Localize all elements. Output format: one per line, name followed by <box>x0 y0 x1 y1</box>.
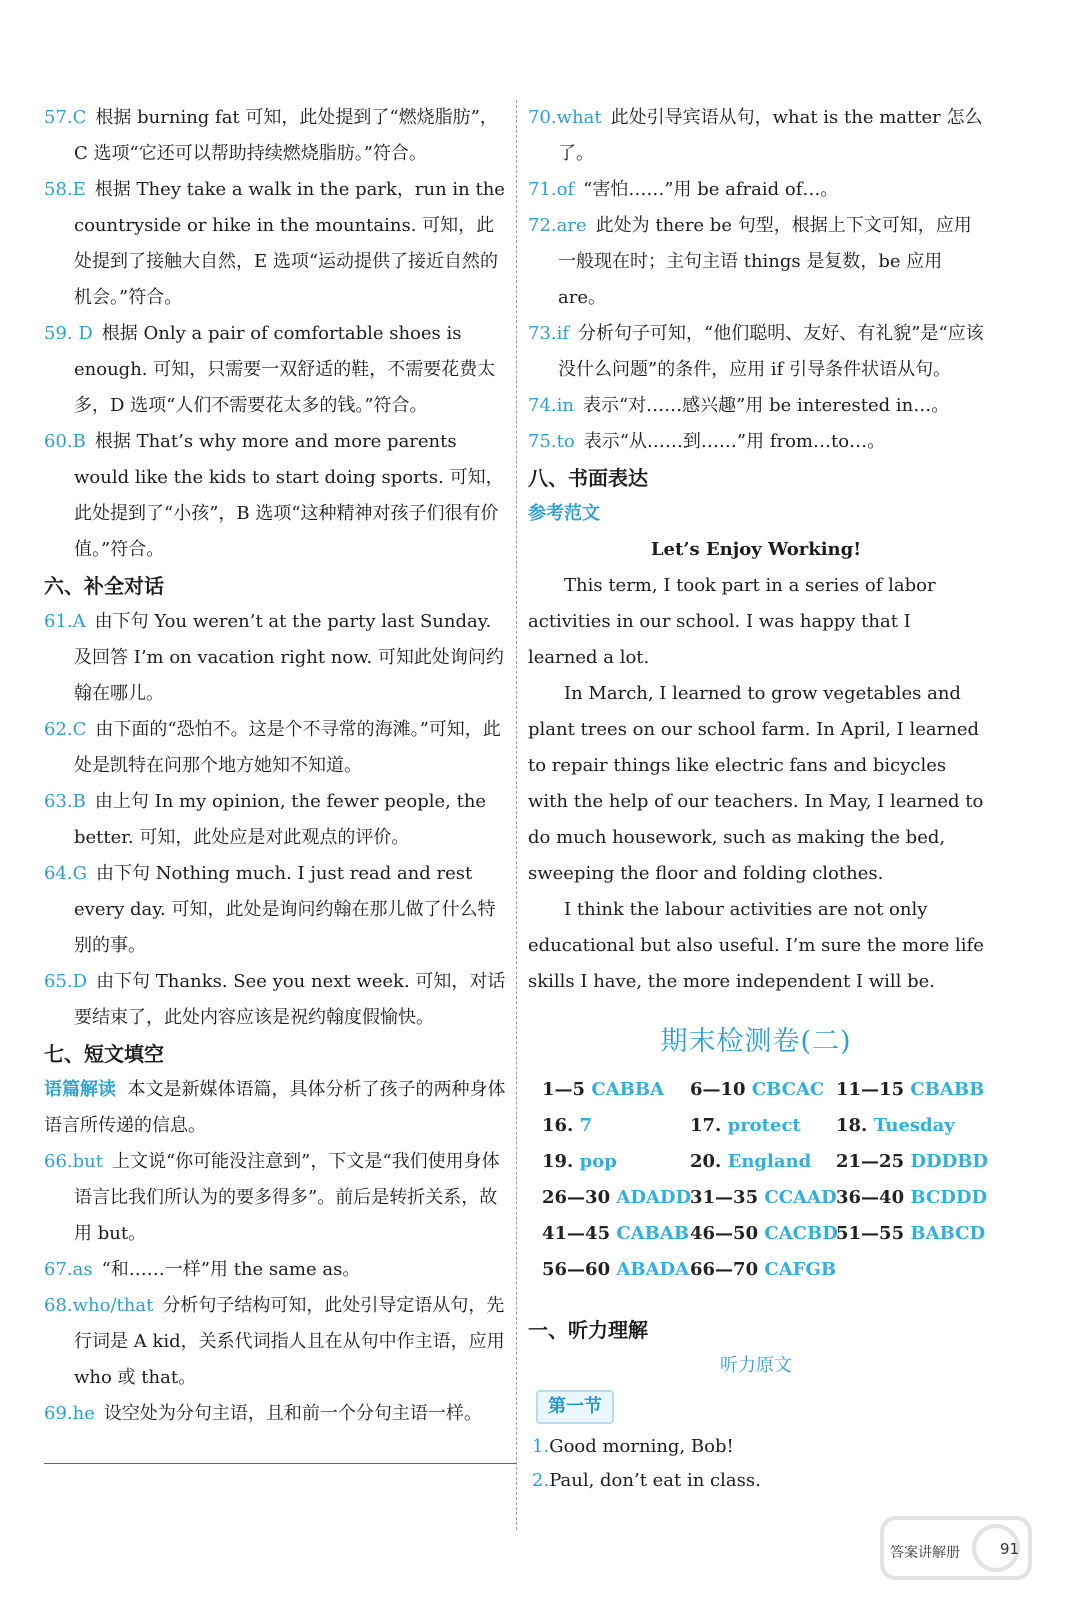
answer-item <box>44 604 510 712</box>
passage-analysis-label: 语篇解读 <box>44 1079 116 1100</box>
listening-line-text: Paul, don’t eat in class. <box>549 1470 761 1491</box>
essay-title: Let’s Enjoy Working! <box>650 539 862 560</box>
answer-list-b <box>44 604 510 1036</box>
listening-line-text: Good morning, Bob! <box>549 1436 734 1457</box>
answer-number: 74.in <box>528 395 574 416</box>
answer-item <box>44 172 510 316</box>
answer-item <box>44 1396 510 1432</box>
answer-explanation: 由下面的“恐怕不。这是个不寻常的海滩。”可知，此处是凯特在问那个地方她知不知道。 <box>74 719 501 776</box>
answer-item <box>44 1144 510 1252</box>
answer-key-entry <box>542 1180 690 1216</box>
answer-explanation: 分析句子结构可知，此处引导定语从句，先行词是 A kid，关系代词指人且在从句中作主语，应用 who 或 that。 <box>74 1295 505 1388</box>
answer-number: 59. D <box>44 323 93 344</box>
answer-item <box>528 208 984 316</box>
answer-explanation: 上文说“你可能没注意到”，下文是“我们使用身体语言比我们所认为的要多得多”。前后是转折关系，故用 but。 <box>74 1151 500 1244</box>
listening-line-number: 1. <box>532 1436 550 1457</box>
answer-key-entry <box>542 1108 690 1144</box>
passage-analysis <box>44 1072 510 1144</box>
section-7-heading: 七、短文填空 <box>44 1042 164 1066</box>
answer-key-range: 26—30 <box>542 1187 611 1208</box>
answer-number: 70.what <box>528 107 602 128</box>
section-6-heading: 六、补全对话 <box>44 574 164 598</box>
answer-list-right <box>528 100 984 460</box>
answer-list-c <box>44 1144 510 1432</box>
answer-key-entry <box>836 1108 986 1144</box>
answer-key-value: CABAB <box>616 1223 690 1244</box>
essay-paragraph-1: This term, I took part in a series of labor activities in our school. I was happy that I learned a lot. <box>528 575 936 668</box>
answer-key-range: 19. <box>542 1151 574 1172</box>
answer-number: 73.if <box>528 323 570 344</box>
answer-explanation: 由下句 Thanks. See you next week. 可知，对话要结束了，此处内容应该是祝约翰度假愉快。 <box>74 971 506 1028</box>
answer-key-entry <box>690 1216 836 1252</box>
answer-explanation: “和……一样”用 the same as。 <box>101 1259 361 1280</box>
answer-item <box>528 424 984 460</box>
answer-number: 72.are <box>528 215 587 236</box>
answer-number: 71.of <box>528 179 575 200</box>
answer-key-entry <box>690 1180 836 1216</box>
answer-explanation: 分析句子可知，“他们聪明、友好、有礼貌”是“应该没什么问题”的条件，应用 if 引导条件状语从句。 <box>558 323 984 380</box>
answer-key-value: pop <box>579 1151 617 1172</box>
answer-number: 62.C <box>44 719 87 740</box>
answer-item <box>44 856 510 964</box>
answer-item <box>44 100 510 172</box>
answer-key-entry <box>542 1072 690 1108</box>
listening-line <box>532 1430 984 1464</box>
answer-number: 67.as <box>44 1259 93 1280</box>
answer-number: 57.C <box>44 107 87 128</box>
answer-item <box>44 784 510 856</box>
answer-item <box>44 316 510 424</box>
answer-item <box>44 1288 510 1396</box>
answer-number: 58.E <box>44 179 86 200</box>
listening-line <box>532 1464 984 1498</box>
section-1-heading: 一、听力理解 <box>528 1318 648 1342</box>
footer-label: 答案讲解册 <box>890 1545 960 1561</box>
answer-key-range: 56—60 <box>542 1259 611 1280</box>
answer-explanation: 根据 burning fat 可知，此处提到了“燃烧脂肪”，C 选项“它还可以帮助持续燃烧脂肪。”符合。 <box>74 107 498 164</box>
answer-key-range: 51—55 <box>836 1223 905 1244</box>
answer-key-range: 36—40 <box>836 1187 905 1208</box>
answer-key-value: CCAAD <box>764 1187 837 1208</box>
answer-key-entry <box>836 1216 986 1252</box>
essay-paragraph-2: In March, I learned to grow vegetables and plant trees on our school farm. In April, I learned to repair things like electric fans and bicycles with the help of our teachers. In May, I learned to do much housework, such as making the bed, sweeping the floor and folding clothes. <box>528 683 984 884</box>
answer-key-entry <box>690 1144 836 1180</box>
answer-explanation: 由下句 You weren’t at the party last Sunday. 及回答 I’m on vacation right now. 可知此处询问约翰在哪儿。 <box>74 611 504 704</box>
answer-key-value: DDDBD <box>910 1151 989 1172</box>
answer-number: 69.he <box>44 1403 95 1424</box>
answer-key-range: 11—15 <box>836 1079 905 1100</box>
answer-explanation: “害怕……”用 be afraid of…。 <box>583 179 839 200</box>
answer-key-entry <box>542 1252 690 1288</box>
answer-key-entry <box>836 1072 986 1108</box>
listening-line-number: 2. <box>532 1470 550 1491</box>
answer-explanation: 此处引导宾语从句，what is the matter 怎么了。 <box>558 107 983 164</box>
answer-item <box>44 964 510 1036</box>
answer-key-value: BCDDD <box>910 1187 988 1208</box>
passage-analysis-text: 本文是新媒体语篇，具体分析了孩子的两种身体语言所传递的信息。 <box>44 1079 506 1136</box>
answer-key-range: 21—25 <box>836 1151 905 1172</box>
part-one-badge: 第一节 <box>536 1390 614 1424</box>
answer-key-value: England <box>727 1151 812 1172</box>
section-8-heading: 八、书面表达 <box>528 466 648 490</box>
listening-lines <box>528 1430 984 1498</box>
answer-item <box>528 316 984 388</box>
answer-number: 63.B <box>44 791 86 812</box>
answer-key-range: 1—5 <box>542 1079 586 1100</box>
answer-item <box>528 388 984 424</box>
answer-key-range: 6—10 <box>690 1079 746 1100</box>
answer-key-entry <box>542 1216 690 1252</box>
answer-key-value: Tuesday <box>873 1115 955 1136</box>
answer-number: 65.D <box>44 971 88 992</box>
answer-key-value: CACBD <box>764 1223 838 1244</box>
answer-explanation: 根据 That’s why more and more parents would like the kids to start doing sports. 可知，此处提到了“小孩”，B 选项“这种精神对孩子们很有价值。”符合。 <box>74 431 504 560</box>
answer-key-range: 66—70 <box>690 1259 759 1280</box>
answer-item <box>528 172 984 208</box>
answer-key-entry <box>690 1108 836 1144</box>
answer-key-value: 7 <box>579 1115 593 1136</box>
bottom-rule <box>44 1463 516 1464</box>
answer-number: 64.G <box>44 863 88 884</box>
answer-key-value: CBABB <box>910 1079 985 1100</box>
answer-number: 68.who/that <box>44 1295 154 1316</box>
answer-explanation: 表示“从……到……”用 from…to…。 <box>583 431 886 452</box>
answer-explanation: 表示“对……感兴趣”用 be interested in…。 <box>582 395 950 416</box>
answer-key-value: ABADA <box>616 1259 690 1280</box>
answer-explanation: 根据 They take a walk in the park，run in the countryside or hike in the mountains. 可知，此处提到了接触大自然，E 选项“运动提供了接近自然的机会。”符合。 <box>74 179 505 308</box>
answer-key-entry <box>690 1252 836 1288</box>
answer-number: 61.A <box>44 611 86 632</box>
right-column <box>528 100 989 1498</box>
answer-key-range: 31—35 <box>690 1187 759 1208</box>
answer-key-entry <box>836 1180 986 1216</box>
exam-title: 期末检测卷(二) <box>660 1026 852 1057</box>
answer-key-entry <box>690 1072 836 1108</box>
answer-key-grid <box>542 1072 989 1288</box>
answer-key-range: 18. <box>836 1115 868 1136</box>
essay-paragraph-3: I think the labour activities are not only educational but also useful. I’m sure the more life skills I have, the more independent I will be. <box>528 899 984 992</box>
answer-item <box>44 1252 510 1288</box>
answer-explanation: 此处为 there be 句型，根据上下文可知，应用一般现在时；主句主语 things 是复数，be 应用 are。 <box>558 215 972 308</box>
answer-key-entry <box>836 1144 989 1180</box>
answer-number: 60.B <box>44 431 86 452</box>
answer-key-range: 16. <box>542 1115 574 1136</box>
column-divider <box>516 100 517 1530</box>
answer-list-a <box>44 100 510 568</box>
answer-key-entry <box>542 1144 690 1180</box>
answer-explanation: 根据 Only a pair of comfortable shoes is enough. 可知，只需要一双舒适的鞋，不需要花费太多，D 选项“人们不需要花太多的钱。”符合。 <box>74 323 496 416</box>
answer-key-value: protect <box>727 1115 801 1136</box>
answer-key-range: 46—50 <box>690 1223 759 1244</box>
answer-key-value: ADADD <box>616 1187 692 1208</box>
answer-key-value: CBCAC <box>751 1079 825 1100</box>
answer-number: 66.but <box>44 1151 103 1172</box>
left-column <box>44 100 510 1432</box>
answer-explanation: 由上句 In my opinion, the fewer people, the better. 可知，此处应是对此观点的评价。 <box>74 791 487 848</box>
answer-item <box>44 424 510 568</box>
answer-explanation: 由下句 Nothing much. I just read and rest every day. 可知，此处是询问约翰在那儿做了什么特别的事。 <box>74 863 496 956</box>
answer-key-range: 17. <box>690 1115 722 1136</box>
answer-key-value: BABCD <box>910 1223 986 1244</box>
page-number: 91 <box>1000 1540 1020 1558</box>
listening-transcript-label: 听力原文 <box>720 1355 792 1376</box>
answer-key-range: 20. <box>690 1151 722 1172</box>
answer-item <box>528 100 984 172</box>
answer-number: 75.to <box>528 431 575 452</box>
answer-item <box>44 712 510 784</box>
answer-key-value: CAFGB <box>764 1259 837 1280</box>
answer-key-range: 41—45 <box>542 1223 611 1244</box>
model-essay-label: 参考范文 <box>528 503 600 524</box>
answer-key-value: CABBA <box>591 1079 665 1100</box>
answer-explanation: 设空处为分句主语，且和前一个分句主语一样。 <box>103 1403 482 1424</box>
